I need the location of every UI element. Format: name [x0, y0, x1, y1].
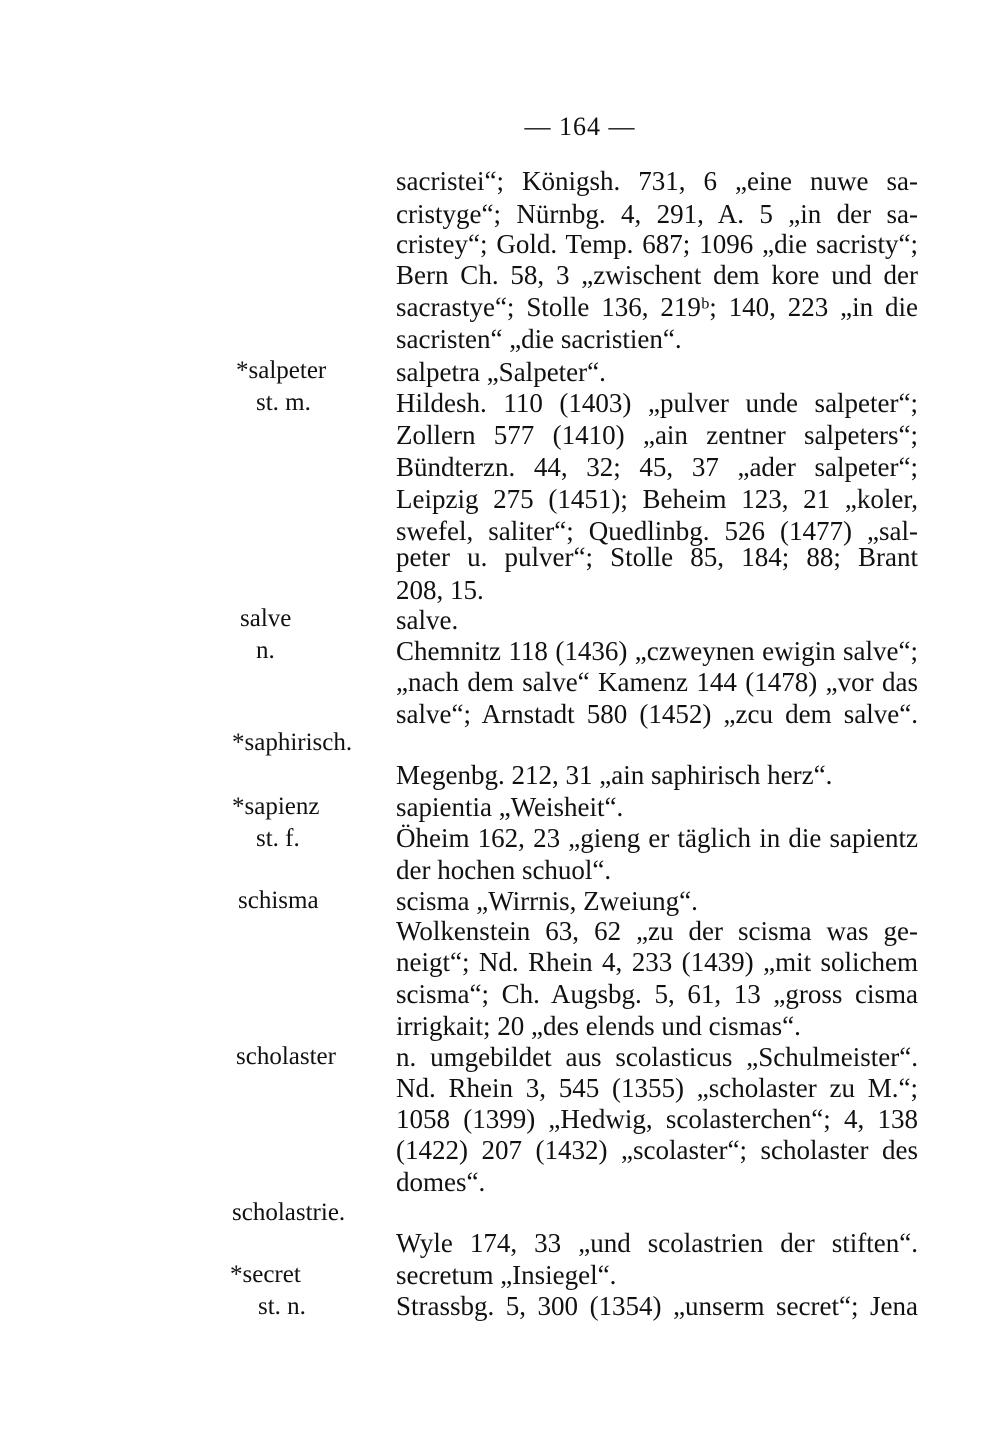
text-line: Leipzig 275 (1451); Beheim 123, 21 „koler, — [396, 484, 918, 514]
headword-salve-grammar: n. — [256, 637, 275, 664]
headword-sapienz-grammar: st. f. — [256, 825, 300, 852]
text-line: secretum „Insiegel“. — [396, 1260, 617, 1290]
text-line: Nd. Rhein 3, 545 (1355) „scholaster zu M.“; — [396, 1073, 918, 1103]
page-number: — 164 — — [524, 112, 636, 141]
text-line: sacrastye“; Stolle 136, 219ᵇ; 140, 223 „in die — [396, 292, 918, 322]
text-line: 208, 15. — [396, 575, 484, 605]
text-line: n. umgebildet aus scolasticus „Schulmeister“. — [396, 1042, 918, 1072]
text-line: Strassbg. 5, 300 (1354) „unserm secret“; Jena — [396, 1291, 918, 1321]
headword-salve: salve — [240, 605, 292, 632]
text-line: salve“; Arnstadt 580 (1452) „zcu dem salve“. — [396, 699, 918, 729]
headword-scholastrie: scholastrie. — [232, 1199, 346, 1226]
text-line: sacristen“ „die sacristien“. — [396, 324, 682, 354]
text-line: sapientia „Weisheit“. — [396, 792, 624, 822]
text-line: cristey“; Gold. Temp. 687; 1096 „die sacristy“; — [396, 229, 918, 259]
headword-salpeter-grammar: st. m. — [256, 389, 311, 416]
headword-schisma: schisma — [238, 887, 319, 914]
text-line: sacristei“; Königsh. 731, 6 „eine nuwe sa- — [396, 166, 918, 196]
text-line: irrigkait; 20 „des elends und cismas“. — [396, 1011, 801, 1041]
text-line: salpetra „Salpeter“. — [396, 357, 606, 387]
text-line: scisma“; Ch. Augsbg. 5, 61, 13 „gross cisma — [396, 979, 918, 1009]
headword-secret-grammar: st. n. — [258, 1293, 306, 1320]
headword-sapienz: *sapienz — [232, 793, 320, 820]
text-line: Megenbg. 212, 31 „ain saphirisch herz“. — [396, 760, 833, 790]
headword-secret: *secret — [230, 1261, 301, 1288]
text-line: peter u. pulver“; Stolle 85, 184; 88; Brant — [396, 542, 918, 572]
text-line: Bern Ch. 58, 3 „zwischent dem kore und der — [396, 260, 918, 290]
text-line: Öheim 162, 23 „gieng er täglich in die sapientz — [396, 823, 918, 853]
text-line: neigt“; Nd. Rhein 4, 233 (1439) „mit solichem — [396, 947, 918, 977]
headword-saphirisch: *saphirisch. — [232, 729, 353, 756]
text-line: Wolkenstein 63, 62 „zu der scisma was ge- — [396, 916, 918, 946]
text-line: cristyge“; Nürnbg. 4, 291, A. 5 „in der sa- — [396, 199, 918, 229]
text-line: (1422) 207 (1432) „scolaster“; scholaster des — [396, 1135, 918, 1165]
text-line: 1058 (1399) „Hedwig, scolasterchen“; 4, 138 — [396, 1104, 918, 1134]
headword-salpeter: *salpeter — [236, 357, 327, 384]
text-line: swefel, saliter“; Quedlinbg. 526 (1477) „sal- — [396, 516, 918, 546]
text-line: Hildesh. 110 (1403) „pulver unde salpeter“; — [396, 388, 918, 418]
text-line: Chemnitz 118 (1436) „czweynen ewigin salve“; — [396, 636, 918, 666]
text-line: scisma „Wirrnis, Zweiung“. — [396, 886, 698, 916]
text-line: Zollern 577 (1410) „ain zentner salpeters“; — [396, 420, 918, 450]
text-line: domes“. — [396, 1167, 486, 1197]
headword-scholaster: scholaster — [236, 1043, 336, 1070]
text-line: der hochen schuol“. — [396, 855, 612, 885]
text-line: Bündterzn. 44, 32; 45, 37 „ader salpeter“; — [396, 452, 918, 482]
text-line: Wyle 174, 33 „und scolastrien der stiften“. — [396, 1228, 918, 1258]
text-line: salve. — [396, 605, 459, 635]
text-line: „nach dem salve“ Kamenz 144 (1478) „vor das — [396, 667, 918, 697]
